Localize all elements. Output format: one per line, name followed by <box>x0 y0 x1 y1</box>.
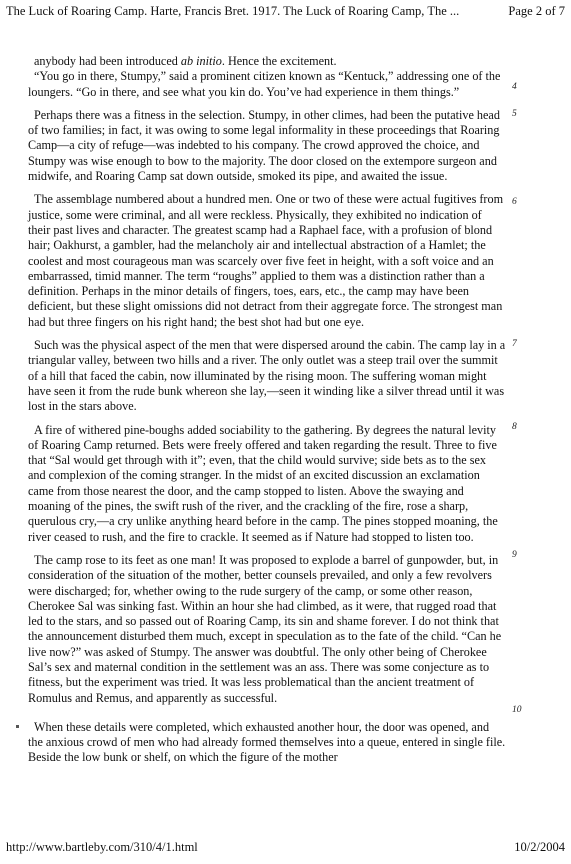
paragraph-text: A fire of withered pine-boughs added sociability to the gathering. By degrees the natural levity of Roaring Camp returned. Bets were freely offered and taken regarding the result. Three to five that “Sal would get through with it”; even, that the child would survive; side bets as to the sex and complexion of the coming stranger. In the midst of an excited discussion an exclamation came from those nearest the door, and the camp stopped to listen. Above the swaying and moaning of the pines, the swift rush of the river, and the crackling of the fire, rose a sharp, querulous cry,—a cry unlike anything heard before in the camp. The pines stopped moaning, the river ceased to rush, and the fire to crackle. It seemed as if Nature had stopped to listen too. <box>28 422 498 544</box>
paragraph-5 <box>28 107 517 184</box>
page-url: http://www.bartleby.com/310/4/1.html <box>6 840 198 854</box>
paragraph-number: 9 <box>512 549 517 560</box>
document-title: The Luck of Roaring Camp. Harte, Francis Bret. 1917. The Luck of Roaring Camp, The ... <box>6 4 460 18</box>
margin-mark <box>16 725 19 728</box>
paragraph-number: 7 <box>512 339 517 350</box>
paragraph-number: 5 <box>512 108 517 119</box>
paragraph-text: “You go in there, Stumpy,” said a prominent citizen known as “Kentuck,” addressing one of the loungers. “Go in there, and see what you kin do. You’ve had experience in them things.” <box>28 69 501 99</box>
paragraph-number: 4 <box>512 82 517 93</box>
paragraph-3-continued <box>28 54 506 69</box>
paragraph-text: anybody had been introduced <box>34 54 181 68</box>
paragraph-text: When these details were completed, which exhausted another hour, the door was opened, and the anxious crowd of men who had already formed themselves into a queue, entered in single file. Beside the low bunk or shelf, on which the figure of the mother <box>28 719 506 765</box>
paragraph-text-end: . Hence the excitement. <box>221 54 337 68</box>
paragraph-7 <box>28 338 517 414</box>
paragraph-9 <box>28 549 517 706</box>
paragraph-10 <box>28 704 522 766</box>
print-date: 10/2/2004 <box>514 840 565 854</box>
article-body <box>28 54 522 766</box>
page-number: Page 2 of 7 <box>508 4 565 18</box>
paragraph-number: 10 <box>512 704 522 715</box>
paragraph-number: 6 <box>512 197 517 208</box>
paragraph-text: The camp rose to its feet as one man! It was proposed to explode a barrel of gunpowder, but, in consideration of the situation of the mother, better counsels prevailed, and only a few revolvers were discharged; for, whether owing to the rude surgery of the camp, or some other reason, Cherokee Sal was sinking fast. Within an hour she had climbed, as it were, that rugged road that led to the stars, and so passed out of Roaring Camp, its sin and shame forever. I do not think that the announcement disturbed them much, except in speculation as to the fate of the child. “Can he live now?” was asked of Stumpy. The answer was doubtful. The only other being of Cherokee Sal’s sex and maternal condition in the settlement was an ass. There was some conjecture as to fitness, but the experiment was tried. It was less problematical than the ancient treatment of Romulus and Remus, and apparently as successful. <box>28 552 502 705</box>
paragraph-6 <box>28 192 517 330</box>
paragraph-text: Perhaps there was a fitness in the selection. Stumpy, in other climes, had been the putative head of two families; in fact, it was owing to some legal informality in these proceedings that Roaring Camp—a city of refuge—was indebted to his company. The crowd approved the choice, and Stumpy was wise enough to bow to the majority. The door closed on the extempore surgeon and midwife, and Roaring Camp sat down outside, smoked its pipe, and awaited the issue. <box>28 107 500 184</box>
paragraph-4 <box>28 69 517 100</box>
page-footer <box>6 840 565 856</box>
paragraph-8 <box>28 421 517 545</box>
paragraph-text: Such was the physical aspect of the men that were dispersed around the cabin. The camp lay in a triangular valley, between two hills and a river. The only outlet was a steep trail over the summit of a hill that faced the cabin, now illuminated by the rising moon. The suffering woman might have seen it from the rude bunk whereon she lay,—seen it winding like a silver thread until it was lost in the stars above. <box>28 338 506 414</box>
page-header <box>6 4 565 24</box>
paragraph-emphasis: ab initio <box>180 54 222 68</box>
paragraph-number: 8 <box>512 421 517 432</box>
paragraph-text: The assemblage numbered about a hundred men. One or two of these were actual fugitives from justice, some were criminal, and all were reckless. Physically, they exhibited no indication of their past lives and character. The greatest scamp had a Raphael face, with a profusion of blond hair; Oakhurst, a gambler, had the melancholy air and intellectual abstraction of a Hamlet; the coolest and most courageous man was scarcely over five feet in height, with a soft voice and an embarrassed, timid manner. The term “roughs” applied to them was a distinction rather than a definition. Perhaps in the minor details of fingers, toes, ears, etc., the camp may have been deficient, but these slight omissions did not detract from their aggregate force. The strongest man had but three fingers on his right hand; the best shot had but one eye. <box>28 192 504 329</box>
